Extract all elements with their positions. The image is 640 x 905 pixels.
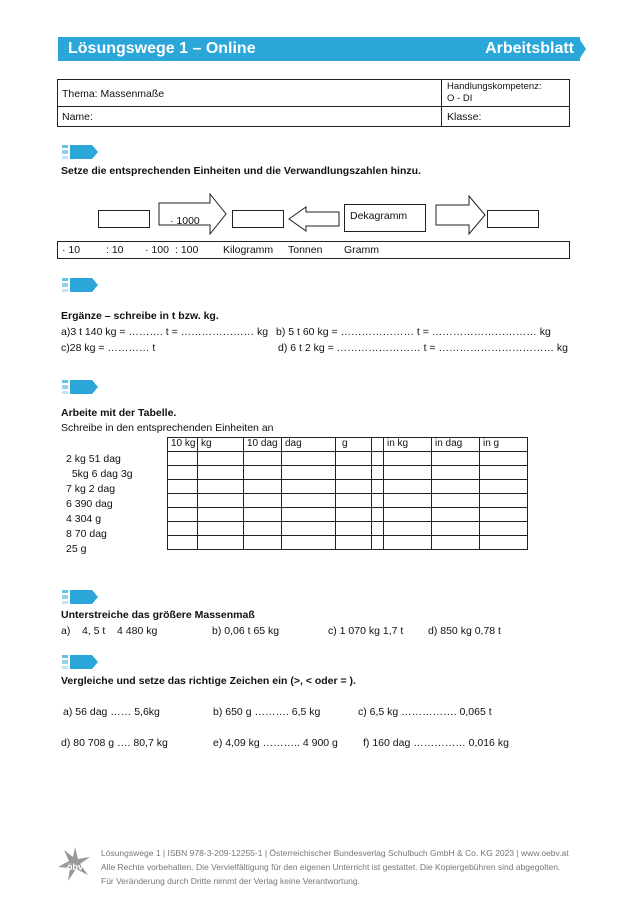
task3-subtitle: Schreibe in den entsprechenden Einheiten an bbox=[61, 422, 274, 434]
header-tip bbox=[578, 37, 586, 61]
word-item: Tonnen bbox=[288, 244, 323, 256]
task5-c: c) 6,5 kg ……………. 0,065 t bbox=[358, 706, 492, 718]
dekagramm-box bbox=[344, 204, 426, 232]
table-header: in kg bbox=[384, 438, 432, 452]
table-header: dag bbox=[282, 438, 336, 452]
task5-f: f) 160 dag …………… 0,016 kg bbox=[363, 737, 509, 749]
table-header: in dag bbox=[432, 438, 480, 452]
empty-box-1[interactable] bbox=[98, 210, 150, 228]
table-row-label: 4 304 g bbox=[66, 513, 102, 525]
arrow-left-icon bbox=[288, 206, 340, 232]
table-row bbox=[168, 536, 528, 550]
bookmark-icon bbox=[62, 278, 98, 292]
footer-line-3: Für Veränderung durch Dritte nimmt der Verlag keine Verantwortung. bbox=[101, 876, 360, 886]
arrow-right-icon-2 bbox=[435, 195, 487, 235]
bookmark-icon bbox=[62, 655, 98, 669]
empty-box-3[interactable] bbox=[487, 210, 539, 228]
task2-b: b) 5 t 60 kg = ………………… t = ………………………… kg bbox=[276, 326, 551, 338]
task2-d: d) 6 t 2 kg = …………………… t = …………………………… kg bbox=[278, 342, 568, 354]
oebv-logo bbox=[56, 845, 94, 885]
header-bar bbox=[58, 37, 580, 61]
header-right-label: Arbeitsblatt bbox=[485, 40, 574, 57]
word-item: Gramm bbox=[344, 244, 379, 256]
table-row bbox=[168, 508, 528, 522]
task1-title: Setze die entsprechenden Einheiten und die Verwandlungszahlen hinzu. bbox=[61, 165, 421, 177]
task4-b: b) 0,06 t 65 kg bbox=[212, 625, 280, 637]
task5-title: Vergleiche und setze das richtige Zeichen ein (>, < oder = ). bbox=[61, 675, 356, 687]
table-row bbox=[168, 466, 528, 480]
task5-a: a) 56 dag …… 5,6kg bbox=[63, 706, 160, 718]
task5-e: e) 4,09 kg ……….. 4 900 g bbox=[213, 737, 338, 749]
table-row bbox=[168, 480, 528, 494]
task5-d: d) 80 708 g …. 80,7 kg bbox=[61, 737, 168, 749]
thema-field: Thema: Massenmaße bbox=[62, 88, 165, 100]
task4-title: Unterstreiche das größere Massenmaß bbox=[61, 609, 255, 621]
task4-c: c) 1 070 kg 1,7 t bbox=[328, 625, 404, 637]
bookmark-icon bbox=[62, 380, 98, 394]
word-bank bbox=[57, 241, 570, 259]
empty-box-2[interactable] bbox=[232, 210, 284, 228]
table-header: 10 kg bbox=[168, 438, 198, 452]
kompetenz-value: O - DI bbox=[447, 93, 473, 104]
task4-d: d) 850 kg 0,78 t bbox=[428, 625, 501, 637]
table-row bbox=[168, 522, 528, 536]
footer-line-2: Alle Rechte vorbehalten. Die Vervielfältigung für den eigenen Unterricht ist gestattet. Die Kopiergebühren sind abgegolten. bbox=[101, 862, 561, 872]
table-header-row bbox=[168, 438, 528, 452]
table-header: 10 dag bbox=[244, 438, 282, 452]
units-table bbox=[167, 437, 528, 550]
kompetenz-label: Handlungskompetenz: bbox=[447, 81, 542, 92]
table-row-label: 6 390 dag bbox=[66, 498, 113, 510]
table-row-label: 7 kg 2 dag bbox=[66, 483, 116, 495]
word-item: Kilogramm bbox=[223, 244, 274, 256]
table-header: g bbox=[336, 438, 372, 452]
bookmark-icon bbox=[62, 590, 98, 604]
table-row bbox=[168, 452, 528, 466]
dekagramm-label: Dekagramm bbox=[350, 210, 408, 222]
arrow-label: · 1000 bbox=[170, 215, 200, 227]
table-header bbox=[372, 438, 384, 452]
word-item: : 10 bbox=[106, 244, 124, 256]
word-item: · 100 bbox=[145, 244, 169, 256]
bookmark-icon bbox=[62, 145, 98, 159]
oebv-logo-text: öbv bbox=[66, 862, 84, 872]
footer-line-1: Lösungswege 1 | ISBN 978-3-209-12255-1 | Österreichischer Bundesverlag Schulbuch GmbH & Co. KG 2023 | www.oebv.at bbox=[101, 848, 569, 858]
table-row bbox=[168, 494, 528, 508]
task2-a: a)3 t 140 kg = ………. t = ………………… kg bbox=[61, 326, 269, 338]
table-row-label: 25 g bbox=[66, 543, 87, 555]
task2-c: c)28 kg = ………… t bbox=[61, 342, 156, 354]
task2-title: Ergänze – schreibe in t bzw. kg. bbox=[61, 310, 219, 322]
arrow-right-icon bbox=[158, 193, 228, 235]
task5-b: b) 650 g ………. 6,5 kg bbox=[213, 706, 321, 718]
table-row-label: 2 kg 51 dag bbox=[66, 453, 121, 465]
klasse-field: Klasse: bbox=[447, 111, 482, 123]
table-header: kg bbox=[198, 438, 244, 452]
table-header: in g bbox=[480, 438, 528, 452]
table-row-label: 8 70 dag bbox=[66, 528, 107, 540]
table-row-label: 5kg 6 dag 3g bbox=[66, 468, 133, 480]
word-item: · 10 bbox=[62, 244, 81, 256]
task4-a: a) 4, 5 t 4 480 kg bbox=[61, 625, 158, 637]
task3-title: Arbeite mit der Tabelle. bbox=[61, 407, 177, 419]
info-box bbox=[57, 79, 570, 127]
name-field: Name: bbox=[62, 111, 93, 123]
word-item: : 100 bbox=[175, 244, 199, 256]
header-title: Lösungswege 1 – Online bbox=[68, 40, 256, 57]
